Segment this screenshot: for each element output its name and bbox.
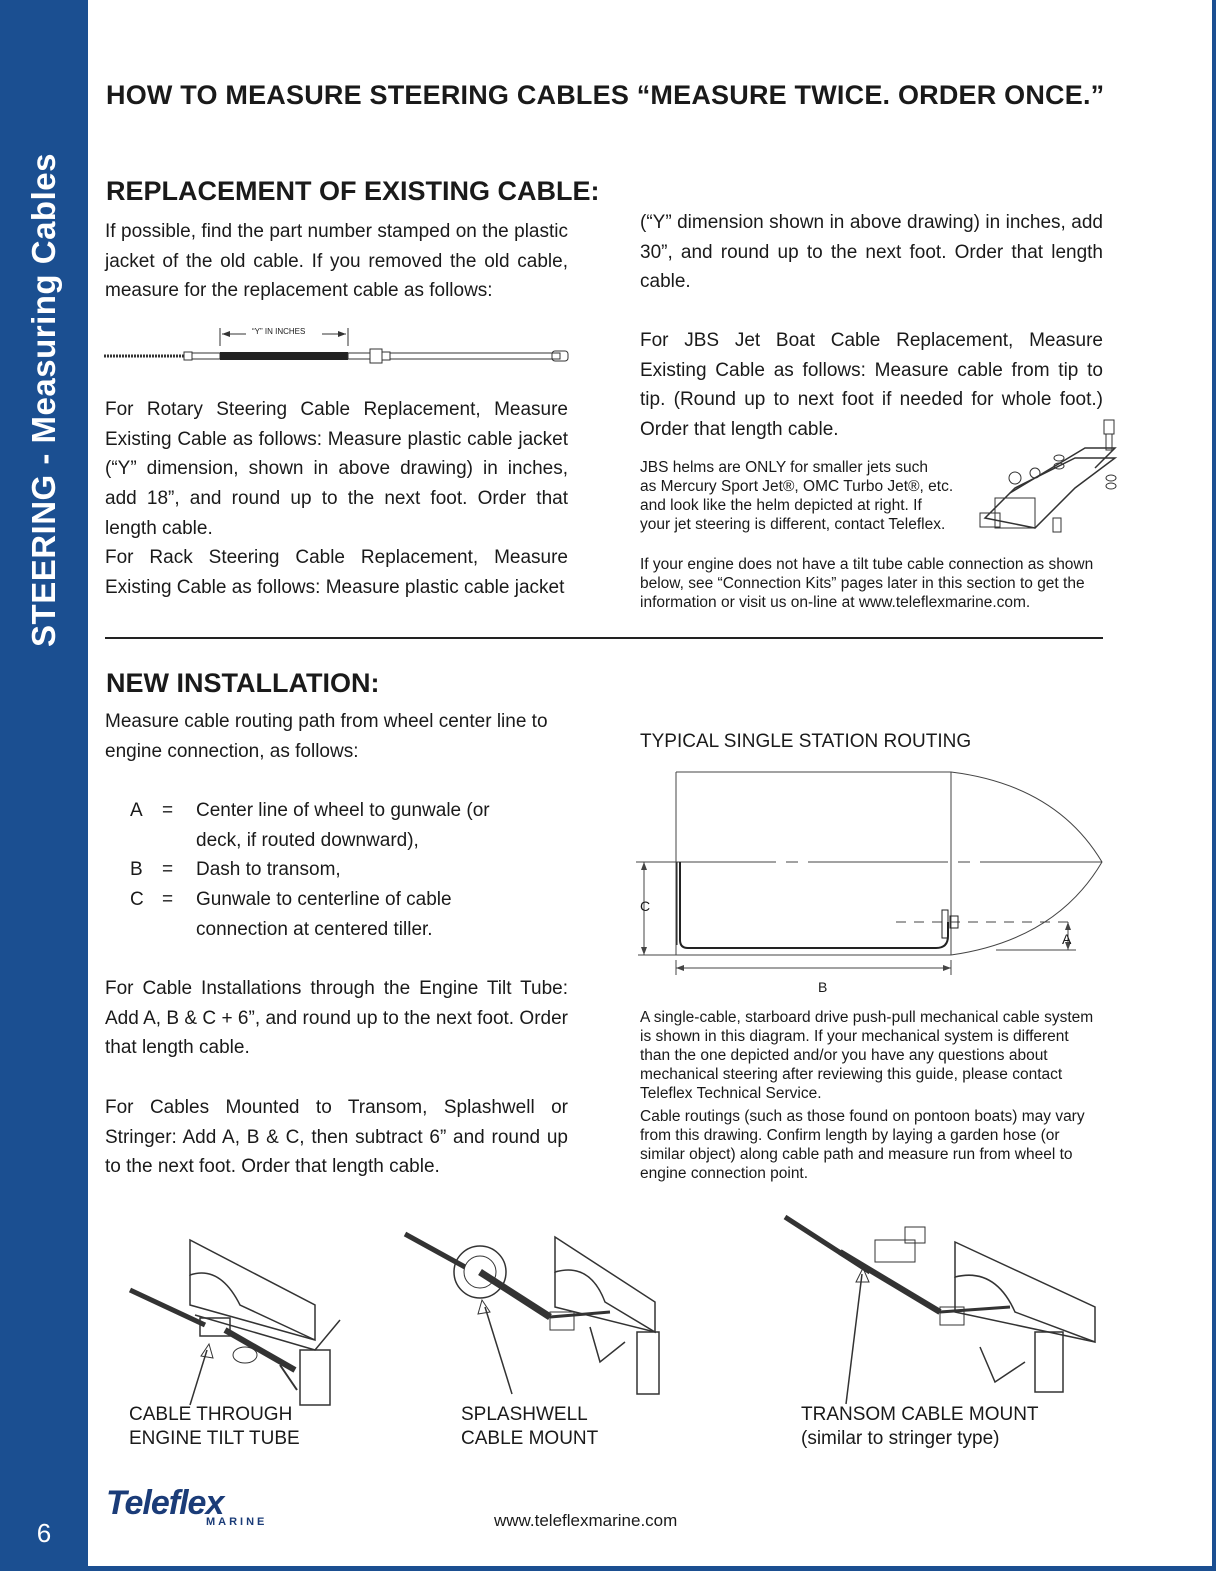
item-key: C xyxy=(130,889,144,911)
section-title: STEERING - Measuring Cables xyxy=(25,153,62,647)
callout-line: SPLASHWELL xyxy=(461,1404,588,1425)
logo-subtitle: MARINE xyxy=(206,1516,268,1528)
section-divider xyxy=(105,637,1103,639)
page-number: 6 xyxy=(36,1518,52,1548)
item-equals: = xyxy=(162,889,174,911)
callout-line: ENGINE TILT TUBE xyxy=(129,1428,300,1449)
dimension-label-b: B xyxy=(818,979,828,995)
jbs-note-line: JBS helms are ONLY for smaller jets such xyxy=(640,459,928,476)
sidebar xyxy=(0,0,88,1571)
routing-diagram xyxy=(636,770,1106,1000)
jbs-note-line: as Mercury Sport Jet®, OMC Turbo Jet®, etc. xyxy=(640,478,954,495)
new-installation-heading: NEW INSTALLATION: xyxy=(106,668,380,698)
new-installation-intro: Measure cable routing path from wheel center line to engine connection, as follows: xyxy=(105,711,548,762)
item-key: B xyxy=(130,859,143,881)
callout-line: TRANSOM CABLE MOUNT xyxy=(801,1404,1039,1425)
transom-instructions: For Cables Mounted to Transom, Splashwell or Stringer: Add A, B & C, then subtract 6” and round up to the next foot. Order that length cable. xyxy=(105,1097,568,1178)
callout-line: (similar to stringer type) xyxy=(801,1428,1000,1449)
replacement-intro: If possible, find the part number stamped on the plastic jacket of the old cable. If you removed the old cable, measure for the replacement cable as follows: xyxy=(105,221,568,302)
replacement-heading: REPLACEMENT OF EXISTING CABLE: xyxy=(106,176,600,206)
jbs-note-line: and look like the helm depicted at right. If xyxy=(640,497,922,514)
jbs-helm-illustration xyxy=(975,418,1120,548)
item-text: Gunwale to centerline of cable connection at centered tiller. xyxy=(196,889,452,940)
routing-note-2: Cable routings (such as those found on pontoon boats) may vary from this drawing. Confirm length by laying a garden hose (or similar object) along cable path and measure run from wheel to engine connection point. xyxy=(640,1108,1085,1182)
jbs-note xyxy=(640,458,960,534)
rotary-instructions: For Rotary Steering Cable Replacement, Measure Existing Cable as follows: Measure plastic cable jacket (“Y” dimension, shown in above drawing) in inches, add 18”, and round up to the next foot. Order that length cable. xyxy=(105,399,568,539)
page-border-bottom xyxy=(88,1566,1216,1571)
item-key: A xyxy=(130,800,143,821)
rack-instructions: For Rack Steering Cable Replacement, Measure Existing Cable as follows: Measure plastic cable jacket xyxy=(105,547,568,598)
footer-url[interactable]: www.teleflexmarine.com xyxy=(494,1511,678,1530)
jbs-note-line: your jet steering is different, contact Teleflex. xyxy=(640,516,946,533)
cable-drawing xyxy=(104,322,574,367)
page-title: HOW TO MEASURE STEERING CABLES “MEASURE TWICE. ORDER ONCE.” xyxy=(106,80,1105,110)
measurement-list xyxy=(130,796,516,945)
teleflex-logo xyxy=(106,1484,276,1532)
splashwell-illustration xyxy=(400,1222,660,1402)
list-item xyxy=(130,796,516,855)
tilt-tube-note: If your engine does not have a tilt tube cable connection as shown below, see “Connection Kits” pages later in this section to get the information or visit us on-line at www.teleflexmarine.com. xyxy=(640,556,1094,611)
callout-line: CABLE THROUGH xyxy=(129,1404,293,1425)
list-item xyxy=(130,885,516,944)
list-item xyxy=(130,855,516,885)
item-text: Center line of wheel to gunwale (or deck, if routed downward), xyxy=(196,800,490,851)
item-equals: = xyxy=(162,859,174,881)
routing-diagram-title: TYPICAL SINGLE STATION ROUTING xyxy=(640,731,972,752)
transom-illustration xyxy=(780,1212,1100,1412)
routing-note: A single-cable, starboard drive push-pull mechanical cable system is shown in this diagram. If your mechanical system is different than the one depicted and/or you have any questions about mechanical steering after reviewing this guide, please contact Teleflex Technical Service. xyxy=(640,1009,1094,1102)
dimension-label-a: A xyxy=(1062,931,1072,947)
y-dimension-label: “Y” IN INCHES xyxy=(252,327,306,336)
dimension-label-c: C xyxy=(640,898,651,914)
callout-line: CABLE MOUNT xyxy=(461,1428,599,1449)
rack-instructions-cont: (“Y” dimension shown in above drawing) in inches, add 30”, and round up to the next foot. Order that length cable. xyxy=(640,212,1103,293)
logo-wordmark: Teleflex xyxy=(106,1484,224,1522)
item-text: Dash to transom, xyxy=(196,859,341,881)
callout-transom xyxy=(801,1403,1039,1451)
page-border-right xyxy=(1212,0,1216,1571)
callout-tilt-tube xyxy=(129,1403,300,1451)
tilt-tube-illustration xyxy=(125,1230,355,1410)
tilt-tube-instructions: For Cable Installations through the Engine Tilt Tube: Add A, B & C + 6”, and round up to the next foot. Order that length cable. xyxy=(105,978,568,1059)
item-equals: = xyxy=(162,800,174,821)
callout-splashwell xyxy=(461,1403,598,1451)
jbs-instructions: For JBS Jet Boat Cable Replacement, Measure Existing Cable as follows: Measure cable from tip to tip. (Round up to next foot if needed for whole foot.) Order that length cable. xyxy=(640,330,1103,441)
